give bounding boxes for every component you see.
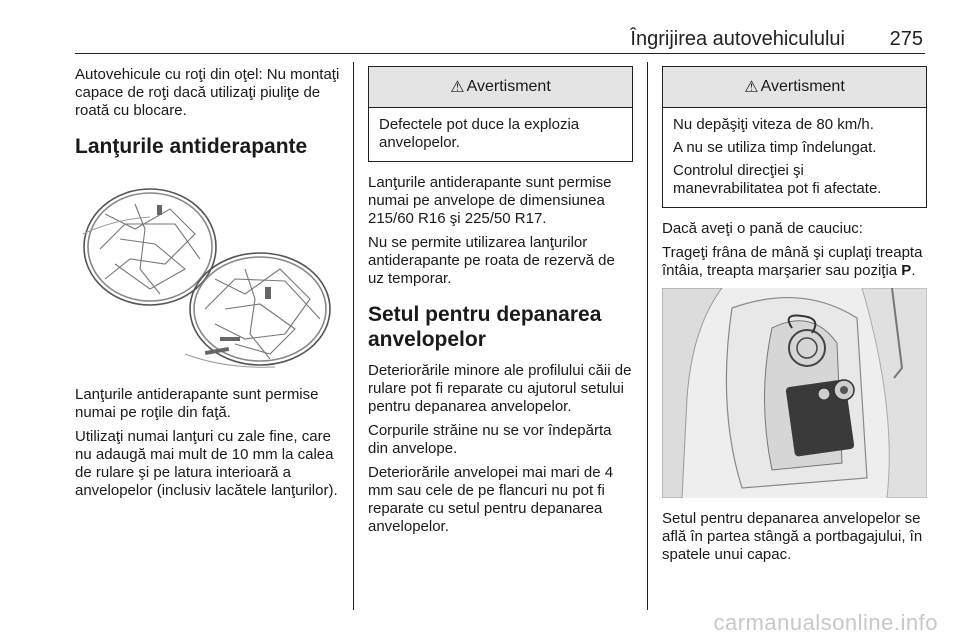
damage-limit-paragraph: Deteriorările anvelopei mai mari de 4 mm sau cele de pe flancuri nu pot fi reparate cu setul pentru depanarea anvelopelor. [368,464,614,535]
warning-box-speed [662,66,927,208]
chains-front-wheels-paragraph: Lanţurile antiderapante sunt permise numai pe roţile din faţă. [75,386,319,421]
column-divider-1 [353,62,354,610]
warning-handling-line: Controlul direcţiei şi manevrabilitatea pot fi afectate. [673,162,882,197]
column-divider-2 [647,62,648,610]
trunk-repair-kit-illustration [662,288,927,498]
warning-triangle-icon: ⚠ [744,79,759,96]
warning-header [663,67,926,108]
section-title: Îngrijirea autovehiculului [630,28,845,50]
snow-chains-heading: Lanţurile antiderapante [75,135,308,158]
warning-title: Avertisment [760,78,845,95]
intro-paragraph: Autovehicule cu roţi din oţel: Nu montaţi capace de roţi dacă utilizaţi piuliţe de roată cu blocare. [75,66,340,119]
flat-tyre-paragraph: Dacă aveţi o pană de cauciuc: [662,220,863,237]
warning-box-chains [368,66,633,162]
warning-triangle-icon: ⚠ [450,79,465,96]
kit-location-paragraph: Setul pentru depanarea anvelopelor se află în partea stângă a portbagajului, în spatele unui capac. [662,510,923,563]
tyre-repair-kit-heading: Setul pentru depanarea anvelopelor [368,303,602,351]
warning-speed-line: Nu depăşiţi viteza de 80 km/h. [673,116,874,133]
warning-duration-line: A nu se utiliza timp îndelungat. [673,139,877,156]
column-1 [75,66,340,506]
snow-chains-illustration [75,169,340,374]
warning-header [369,67,632,108]
page-number: 275 [889,28,923,50]
chains-spare-wheel-paragraph: Nu se permite utilizarea lanţurilor antiderapante pe roata de rezervă de uz temporar. [368,234,615,287]
park-position-label: P [901,262,912,279]
column-3 [662,66,927,570]
warning-body [369,108,632,161]
warning-text: Defectele pot duce la explozia anvelopelor. [379,116,580,151]
repair-minor-damage-paragraph: Deteriorările minore ale profilului căii de rulare pot fi reparate cu ajutorul setului pentru depanarea anvelopelor. [368,362,632,415]
chains-tyre-sizes-paragraph: Lanţurile antiderapante sunt permise numai pe anvelope de dimensiunea 215/60 R16 şi 225/50 R17. [368,174,612,227]
warning-body [663,108,926,207]
header-rule [75,53,925,54]
handbrake-paragraph: Trageţi frâna de mână şi cuplaţi treapta întâia, treapta marşarier sau poziţia P. [662,244,923,279]
watermark: carmanualsonline.info [713,610,938,635]
column-2 [368,66,633,542]
foreign-bodies-paragraph: Corpurile străine nu se vor îndepărta din anvelope. [368,422,612,457]
page-header [75,24,925,54]
warning-title: Avertisment [466,78,551,95]
chains-fine-links-paragraph: Utilizaţi numai lanţuri cu zale fine, care nu adaugă mai mult de 10 mm la calea de rulare şi pe latura interioară a anvelopelor (inclusiv lacătele lanţurilor). [75,428,338,499]
